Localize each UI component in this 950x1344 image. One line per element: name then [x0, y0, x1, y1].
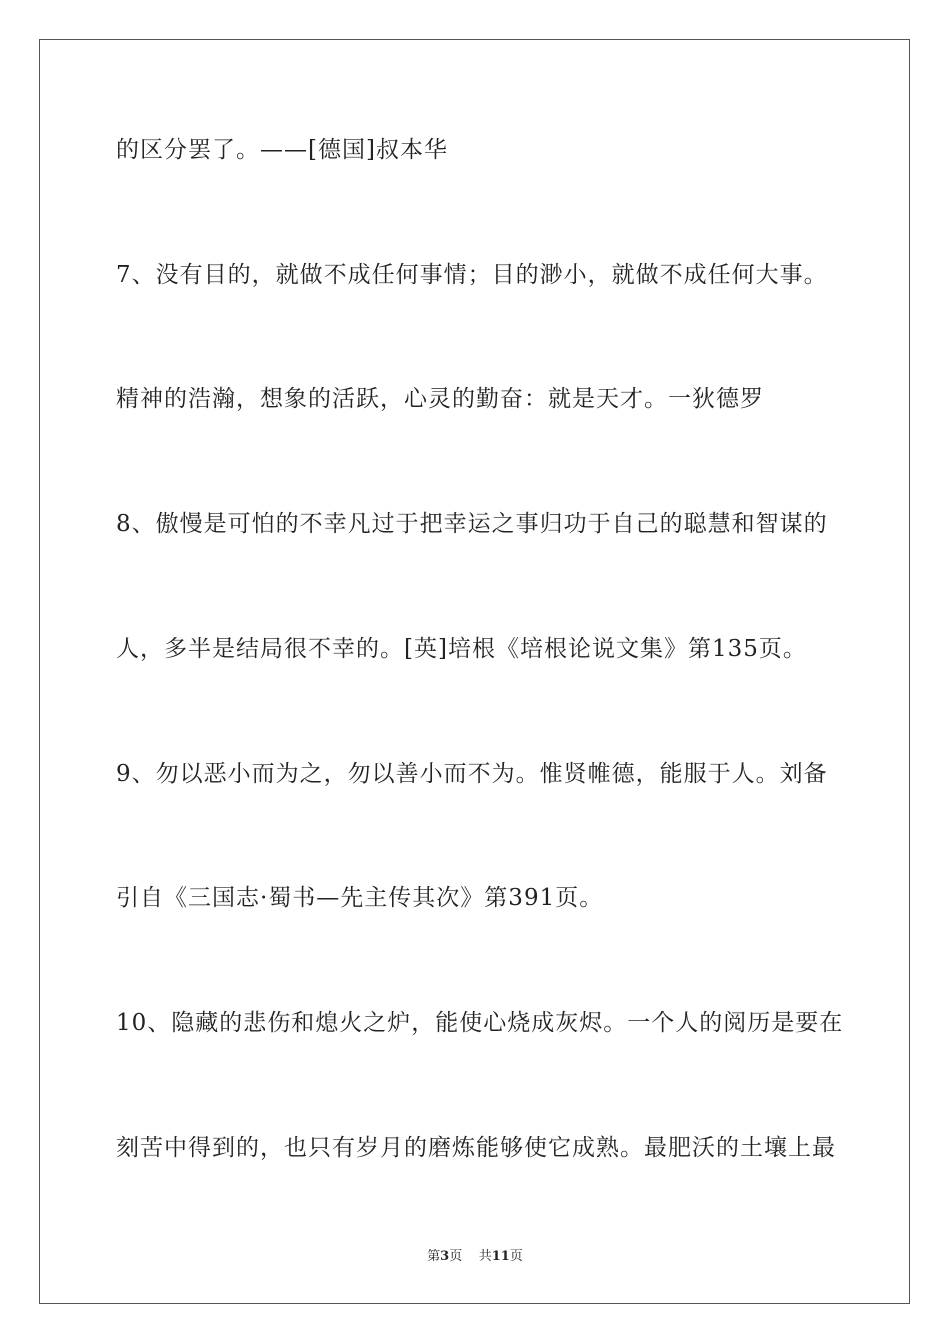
page-number: 3 [440, 1249, 450, 1264]
text-line-9: 刻苦中得到的，也只有岁月的磨炼能够使它成熟。最肥沃的土壤上最 [116, 1135, 836, 1161]
total-pages: 11 [491, 1249, 510, 1264]
total-prefix: 共 [478, 1249, 492, 1264]
total-suffix: 页 [509, 1249, 523, 1264]
page-suffix: 页 [449, 1249, 463, 1264]
text-line-1: 的区分罢了。——[德国]叔本华 [116, 137, 448, 163]
page-footer [0, 1248, 950, 1266]
text-line-5: 人，多半是结局很不幸的。[英]培根《培根论说文集》第135页。 [116, 636, 807, 662]
text-line-7: 引自《三国志·蜀书—先主传其次》第391页。 [116, 885, 604, 911]
page-frame [39, 39, 910, 1304]
text-line-8: 10、隐藏的悲伤和熄火之炉，能使心烧成灰烬。一个人的阅历是要在 [116, 1010, 844, 1036]
text-line-6: 9、勿以恶小而为之，勿以善小而不为。惟贤帷德，能服于人。刘备 [116, 761, 828, 787]
page-prefix: 第 [427, 1249, 441, 1264]
text-line-4: 8、傲慢是可怕的不幸凡过于把幸运之事归功于自己的聪慧和智谋的 [116, 511, 828, 537]
text-line-3: 精神的浩瀚，想象的活跃，心灵的勤奋：就是天才。一狄德罗 [116, 386, 764, 412]
text-line-2: 7、没有目的，就做不成任何事情；目的渺小，就做不成任何大事。 [116, 262, 828, 288]
